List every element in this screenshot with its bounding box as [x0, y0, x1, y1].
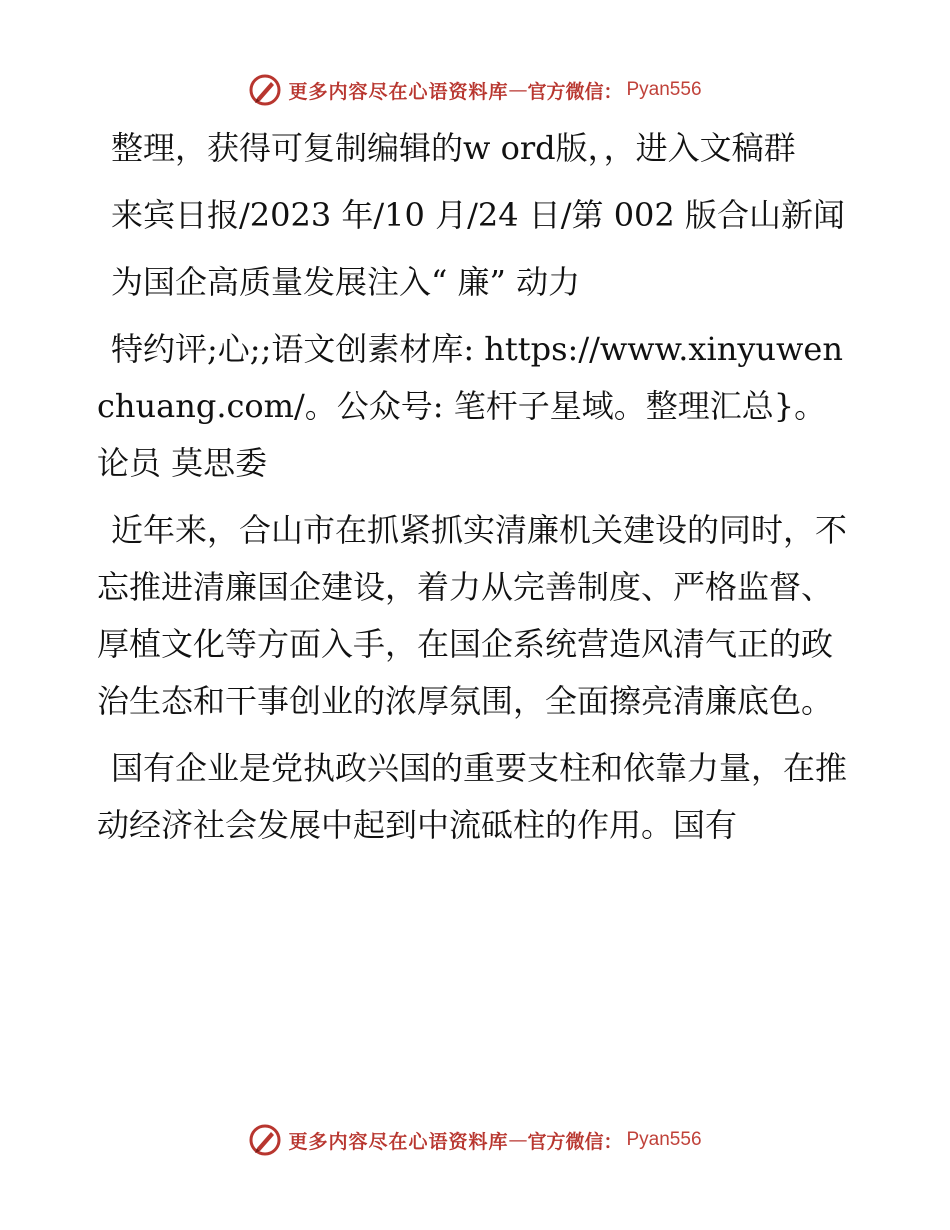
- banner-separator: —: [508, 1129, 528, 1151]
- pen-logo-icon: [248, 73, 282, 107]
- paragraph-source-line: 来宾日报/2023 年/10 月/24 日/第 002 版合山新闻: [111, 196, 845, 234]
- pen-logo-icon: [248, 1123, 282, 1157]
- document-body: [97, 120, 857, 864]
- paragraph-body-2: 国有企业是党执政兴国的重要支柱和依靠力量，在推动经济社会发展中起到中流砥柱的作用。国有: [97, 749, 848, 844]
- footer-watermark-banner: [0, 1120, 950, 1160]
- article-title: 为国企高质量发展注入“ 廉” 动力: [111, 263, 581, 301]
- banner-brand: 更多内容尽在心语资料库: [288, 80, 509, 103]
- banner-brand: 更多内容尽在心语资料库: [288, 1130, 509, 1153]
- paragraph-body-1: 近年来，合山市在抓紧抓实清廉机关建设的同时，不忘推进清廉国企建设，着力从完善制度、严格监督、厚植文化等方面入手，在国企系统营造风清气正的政治生态和干事创业的浓厚氛围，全面擦亮清廉底色。: [97, 511, 848, 720]
- banner-separator: —: [508, 79, 528, 101]
- paragraph-intro-note: 整理，获得可复制编辑的w ord版，，进入文稿群: [111, 129, 796, 167]
- banner-wechat-label: 官方微信：: [527, 1130, 623, 1153]
- banner-wechat-handle: Pyan556: [626, 79, 702, 100]
- header-watermark-banner: [0, 70, 950, 110]
- paragraph-author-line: 特约评;心;;语文创素材库: https://www.xinyuwenchuang.com/。公众号: 笔杆子星域。整理汇总}。论员 莫思委: [97, 330, 843, 482]
- banner-wechat-handle: Pyan556: [626, 1129, 702, 1150]
- banner-wechat-label: 官方微信：: [527, 80, 623, 103]
